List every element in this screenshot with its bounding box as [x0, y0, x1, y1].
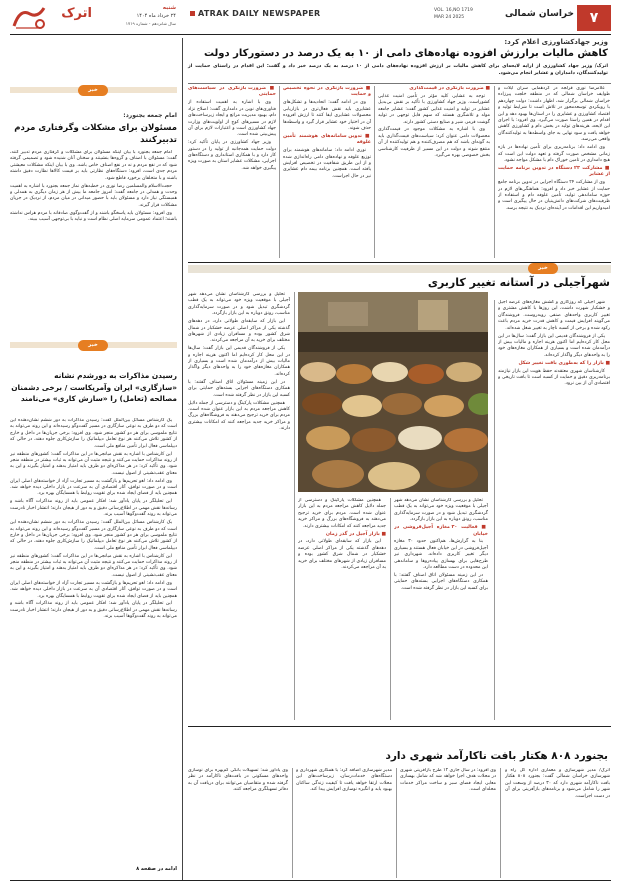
bottom-column-divider-1	[500, 768, 501, 878]
analysis-para-6: این کارشناس با اشاره به نقش میانجی‌ها در این مذاکرات گفت: کشورهای منطقه نیز از روند مذاکرات حمایت می‌کنند و نتیجه مثبت آن می‌تواند به ثبات بیشتر در منطقه منجر شود. وی تأکید کرد: در هر مذاکره‌ای دو طرف باید امتیاز بدهند و امتیاز بگیرند و این به معنای عقب‌نشینی از اصول نیست.	[10, 553, 177, 578]
lead-col1-subhead: ■ مشارکت ۲۴ دستگاه در تدوین برنامه حمایت از عشایر	[498, 166, 610, 179]
editorial-para: امام جمعه بجنورد با بیان اینکه مسئولان برای مشکلات و گرفتاری مردم تدبیر کنند، گفت: مسئولان با اصناف و گروه‌ها بنشینند و سخنان آنان شنیده شود و تصمیمی گرفته شود که در نفع مردم و نه در نفع اصناف خاص باشد. وی با بیان اینکه مشکلات معیشتی مردم جدی است، افزود: دستگاه‌های نظارتی باید بر قیمت کالاها نظارت دقیق داشته باشند و با متخلفان برخورد قاطع شود.	[10, 150, 177, 181]
analysis-para-5: یک کارشناس مسائل بین‌الملل گفت: رسیدن مذاکرات به دور ششم نشان‌دهنده این است که دو طرف به نوعی سازگاری در مسیر گفت‌وگو رسیده‌اند و این روند می‌تواند به نتایج ملموسی برای هر دو کشور منجر شود. وی افزود: برخی جریان‌ها در داخل و خارج از کشور تلاش می‌کنند هر نوع تعامل دیپلماتیک را سازش‌کاری جلوه دهند، در حالی که دیپلماسی فعال ابزار تأمین منافع ملی است.	[10, 520, 177, 551]
lead-column-divider-2	[374, 86, 375, 258]
sidebar-badge-1: خبر	[78, 85, 108, 96]
lead-col1-para: علامرضا نوری قزلجه در گردهمایی سران ایلات و طوایف خراسان شمالی که در منطقه خلجت پیرزاده خراسان شمالی برگزار شد، اظهار داشت: دولت چهاردهم با رویکردی توسعه‌محور در تلاش است تا شرایط تولید و اقتصاد کشاورزی و عشایری را در استان‌ها بهبود دهد و این اقدام در همین راستا صورت می‌گیرد. وی افزود: با اجرای این لایحه، هزینه‌های تولید در بخش دام و کشاورزی کاهش خواهد یافت و سود نهایی به جای واسطه‌ها به تولیدکنندگان واقعی می‌رسد.	[498, 86, 610, 143]
analysis-para-3: وی ادامه داد: لغو تحریم‌ها و بازگشت به مسیر تجارت آزاد از خواسته‌های اصلی ایران است و در صورت توافق، آثار اقتصادی آن به سرعت در بازار داخلی دیده خواهد شد. همچنین باید از فضای ایجاد شده برای تقویت روابط با همسایگان بهره برد.	[10, 478, 177, 497]
analysis-para-8: این تحلیلگر در پایان یادآور شد: افکار عمومی باید از روند مذاکرات آگاه باشد و رسانه‌ها نقش مهمی در اطلاع‌رسانی دقیق و به دور از هیجان دارند؛ انتشار اخبار نادرست می‌تواند به روند گفت‌وگوها آسیب بزند.	[10, 601, 177, 620]
feature-photo-nuts-shop	[298, 292, 488, 492]
feature-col4-para: تحلیل و بررسی کارشناسان نشان می‌دهد شهر آجیلی با موقعیت ویژه خود می‌تواند به یک قطب گردشگری تبدیل شود و در صورت سرمایه‌گذاری مناسب، رونق دوباره به این بازار بازگردد.	[188, 292, 290, 317]
page-bottom-rule	[10, 880, 611, 881]
analysis-para-4: این تحلیلگر در پایان یادآور شد: افکار عمومی باید از روند مذاکرات آگاه باشد و رسانه‌ها نقش مهمی در اطلاع‌رسانی دقیق و به دور از هیجان دارند؛ انتشار اخبار نادرست می‌تواند به روند گفت‌وگوها آسیب بزند.	[10, 499, 177, 518]
lead-col3-para: وی در ادامه گفت: اتحادیه‌ها و تشکل‌های عشایری باید نقش فعال‌تری در بازاریابی محصولات عشایری ایفا کنند تا ارزش افزوده آن در اختیار خود عشایر قرار گیرد و واسطه‌ها حذف شوند.	[283, 100, 371, 131]
daily-name-square-icon	[190, 11, 195, 16]
feature-column-4	[188, 292, 290, 720]
lead-col4-subhead: ■ ضرورت بازنگری در سیاست‌های حمایتی	[188, 86, 276, 99]
logo-mark-icon	[10, 4, 48, 32]
section-name: خراسان شمالی	[505, 9, 574, 19]
editorial-para-3: وی افزود: مسئولان باید پاسخگو باشند و از گفت‌وگوی صادقانه با مردم هراس نداشته باشند؛ اعتماد عمومی سرمایه اصلی نظام است و نباید با بی‌توجهی آسیب ببیند.	[10, 210, 177, 223]
lead-col2-para-2: وی با اشاره به مشکلات موجود در قیمت‌گذاری محصولات دامی عنوان کرد: سیاست‌های قیمت‌گذاری باید به گونه‌ای باشد که هم مصرف‌کننده و هم تولیدکننده از آن منتفع شوند و دولت در این مسیر از ظرفیت کارشناسی بخش خصوصی بهره می‌گیرد.	[378, 127, 490, 159]
feature-headline: شهرآجیلی در آستانه تغییر کاربری	[427, 276, 610, 289]
feature-col4-para-4: در این زمینه مسئولان اتاق اصناف گفتند: با همکاری دستگاه‌های اجرایی بسته‌های حمایتی برای کسبه این بازار در نظر گرفته شده است.	[188, 379, 290, 398]
bottom-column-divider-2	[396, 768, 397, 878]
feature-column-divider-3	[294, 292, 295, 720]
vol-line: VOL. 16,NO 1719	[434, 8, 473, 13]
feature-col4-para-5: همچنین مشکلات پارکینگ و دسترسی از جمله دلایل کاهش مراجعه مردم به این بازار عنوان شده است. مردم برای خرید ترجیح می‌دهند به فروشگاه‌های بزرگ و مراکز خرید جدید مراجعه کنند که امکانات بیشتری دارند.	[188, 400, 290, 432]
feature-badge: خبر	[528, 263, 558, 274]
feature-col3-subhead: ■ بازار آجیل در گذر زمان	[298, 532, 386, 538]
lead-headline: کاهش مالیات برارزش افزوده نهاده‌های دامی از ۱۰ به یک درصد در دستورکار دولت	[203, 48, 608, 59]
lead-column-divider-3	[279, 86, 280, 258]
lead-col2-para: توجه به عشایر، کلید مؤثر در تأمین امنیت غذایی کشوراست. وزیر جهاد کشاورزی با تأکید بر نقش بی‌بدیل عشایر در تولید و امنیت غذایی کشور گفت: عشایر جامعه مولد و تلاشگری هستند که سهم قابل توجهی در تولید گوشت قرمز، شیر و صنایع دستی کشور دارند.	[378, 93, 490, 125]
feature-col3-para-2: این بازار که سابقه‌ای طولانی دارد، در دهه‌های گذشته یکی از مراکز اصلی عرضه خشکبار در شمال شرق کشور بوده و مسافران زیادی از شهرهای مختلف برای خرید به آن مراجعه می‌کردند.	[298, 539, 386, 571]
feature-col3-para: همچنین مشکلات پارکینگ و دسترسی از جمله دلایل کاهش مراجعه مردم به این بازار عنوان شده است. مردم برای خرید ترجیح می‌دهند به فروشگاه‌های بزرگ و مراکز خرید جدید مراجعه کنند که امکانات بیشتری دارند.	[298, 498, 386, 529]
analysis-headline: رسیدن مذاکرات به دورشدم نشانه «سازگاری» ایران وآمریکاست / برخی دشمنان مصالحه (تعامل) را «سازش کاری» می‌نامند	[11, 371, 177, 403]
lead-summary-rule	[188, 83, 611, 84]
bottom-column-1: اترک/ مدیر شهرسازی و معماری اداره کل راه و شهرسازی خراسان شمالی گفت: بجنورد ۸۰۸ هکتار بافت ناکارآمد شهری دارد که ۳۰ درصد از وسعت این شهر را شامل می‌شود و برنامه‌های بازآفرینی برای آن در دست اجراست.	[505, 768, 610, 799]
analysis-para: یک کارشناس مسائل بین‌الملل گفت: رسیدن مذاکرات به دور ششم نشان‌دهنده این است که دو طرف به نوعی سازگاری در مسیر گفت‌وگو رسیده‌اند و این روند می‌تواند به نتایج ملموسی برای هر دو کشور منجر شود. وی افزود: برخی جریان‌ها در داخل و خارج از کشور تلاش می‌کنند هر نوع تعامل دیپلماتیک را سازش‌کاری جلوه دهند، در حالی که دیپلماسی فعال ابزار تأمین منافع ملی است.	[10, 418, 177, 449]
editorial-body	[10, 150, 177, 320]
sidebar-divider	[182, 38, 183, 880]
lead-col3-subhead: ■ ضرورت بازنگری در نحوه تخصیص و حمایت	[283, 86, 371, 99]
lead-column-3	[283, 86, 371, 258]
feature-col1-subhead: ■ بازار را که به‌طوری بافت تغییر شکل	[498, 361, 610, 367]
sidebar-badge-2: خبر	[78, 340, 108, 351]
analysis-para-7: وی ادامه داد: لغو تحریم‌ها و بازگشت به مسیر تجارت آزاد از خواسته‌های اصلی ایران است و در صورت توافق، آثار اقتصادی آن به سرعت در بازار داخلی دیده خواهد شد. همچنین باید از فضای ایجاد شده برای تقویت روابط با همسایگان بهره برد.	[10, 580, 177, 599]
bottom-column-divider-3	[292, 768, 293, 878]
continued-note[interactable]: ادامه در صفحه ۸	[136, 866, 177, 872]
lead-col1-para-2: وی ادامه داد: برنامه‌ریزی برای تأمین نهاده‌ها در بازه زمانی مشخص صورت گرفته و تعهد دولت این است که هیچ دامداری در تامین خوراک دام با مشکل مواجه نشود.	[498, 145, 610, 163]
lead-summary: اترک/ وزیر جهاد کشاورزی از ارایه لایحه‌ای برای کاهش مالیات بر ارزش افزوده نهاده‌های دامی از ۱۰ درصد به یک درصد خبر داد و گفت: این اقدام در راستای حمایت از تولیدکنندگان، دامداران و عشایر انجام می‌شود.	[188, 64, 608, 76]
feature-col1-para-2: یکی از فروشندگان قدیمی این بازار گفت: سال‌ها در این محل کار کرده‌ایم اما اکنون هزینه اجاره و مالیات بیش از درآمدمان شده است و بسیاری از همکاران مغازه‌های خود را به واحدهای دیگر واگذار کرده‌اند.	[498, 333, 610, 358]
date-line: MAR 24 2025	[434, 15, 465, 20]
issue-number: سال شانزدهم - شماره ۱۷۱۹	[125, 21, 176, 26]
feature-col4-para-2: این بازار که سابقه‌ای طولانی دارد، در دهه‌های گذشته یکی از مراکز اصلی عرضه خشکبار در شمال شرق کشور بوده و مسافران زیادی از شهرهای مختلف برای خرید به آن مراجعه می‌کردند.	[188, 319, 290, 344]
lead-kicker: وزیر جهادکشاورزی اعلام کرد:	[504, 38, 608, 46]
lead-col1-para-3: وی از مشارکت ۲۴ دستگاه اجرایی در تدوین برنامه جامع حمایت از عشایر خبر داد و افزود: هماهنگی‌های لازم در حوزه ساماندهی تولید، تأمین علوفه دام و استفاده از ظرفیت‌های شرکت‌های دانش‌بنیان در حال پیگیری است و امیدواریم این اقدامات در آینده‌ای نزدیک به نتیجه برسد.	[498, 180, 610, 211]
analysis-para-2: این کارشناس با اشاره به نقش میانجی‌ها در این مذاکرات گفت: کشورهای منطقه نیز از روند مذاکرات حمایت می‌کنند و نتیجه مثبت آن می‌تواند به ثبات بیشتر در منطقه منجر شود. وی تأکید کرد: در هر مذاکره‌ای دو طرف باید امتیاز بدهند و امتیاز بگیرند و این به معنای عقب‌نشینی از اصول نیست.	[10, 451, 177, 476]
lead-col4-para: وی با اشاره به اهمیت استفاده از فناوری‌های نوین در دامداری گفت: اصلاح نژاد دام، بهبود مدیریت مراتع و ایجاد زیرساخت‌های لازم در مسیرهای کوچ از اولویت‌های وزارت جهاد کشاورزی است و اعتبارات لازم برای آن پیش‌بینی شده است.	[188, 100, 276, 138]
editorial-kicker: امام جمعه بجنورد:	[123, 112, 177, 119]
feature-col2-para-2: بنا به گزارش‌ها، هم‌اکنون حدود ۳۰ مغازه آجیل‌فروشی در این خیابان فعال هستند و بسیاری دیگر تغییر کاربری داده‌اند. شهرداری نیز طرح‌هایی برای بهسازی پیاده‌روها و ساماندهی این محدوده در دست مطالعه دارد.	[394, 539, 488, 571]
feature-col1-para: شهر آجیلی که روزگاری و کشش مغازه‌های عرضه آجیل و خشکبار شهرت داشت، این روزها با کاهش مشتری و تغییر کاربری واحدهای صنفی روبه‌روست. فروشندگان می‌گویند افزایش قیمت و کاهش قدرت خرید مردم باعث رکود شده و برخی از کسبه ناچار به تغییر شغل شده‌اند.	[498, 300, 610, 331]
feature-col1-para-3: کارشناسان شهری معتقدند حفظ هویت این بازار نیازمند برنامه‌ریزی دقیق و حمایت از کسبه است تا بافت تاریخی و اقتصادی آن از بین نرود.	[498, 368, 610, 387]
feature-column-2	[394, 498, 488, 720]
lead-column-divider-1	[494, 86, 495, 258]
feature-column-divider-2	[390, 498, 391, 720]
feature-column-3	[298, 498, 386, 720]
issue-day: شنبه	[162, 5, 176, 11]
editorial-headline: مسئولان برای مشکلات وگرفتاری مردم تدبیرکنند	[14, 123, 177, 145]
feature-col2-subhead: ■ فعالیت ۳۰ مغازه آجیل‌فروشی در خیابان	[394, 525, 488, 538]
lead-col4-para-2: وزیر جهاد کشاورزی در پایان تأکید کرد: دولت حمایت همه‌جانبه از تولید را در دستور کار دارد و با همکاری استانداری و دستگاه‌های اجرایی، مشکلات عشایر استان به صورت ویژه پیگیری خواهد شد.	[188, 140, 276, 171]
feature-column-divider-1	[494, 300, 495, 720]
editorial-para-2: حجت‌الاسلام والمسلمین رضا نوری در خطبه‌های نماز جمعه بجنورد با اشاره به اهمیت وحدت و همدلی در جامعه گفت: امروز جامعه ما بیش از هر زمان دیگری به همدلی و همبستگی نیاز دارد و مسئولان باید با حضور میدانی در میان مردم، از نزدیک در جریان مشکلات قرار گیرند.	[10, 183, 177, 208]
bottom-headline: بجنورد ۸۰۸ هکتار بافت ناکارآمد شهری دارد	[385, 750, 608, 762]
lead-col3-subhead-2: ■ تدوین سامانه‌های هوشمند تأمین علوفه	[283, 134, 371, 147]
lead-column-4	[188, 86, 276, 258]
logo-text: اترک	[61, 6, 92, 21]
bottom-story-rule	[188, 726, 611, 727]
lead-column-2	[378, 86, 490, 258]
analysis-body	[10, 418, 177, 858]
feature-col4-para-3: یکی از فروشندگان قدیمی این بازار گفت: سال‌ها در این محل کار کرده‌ایم اما اکنون هزینه اجاره و مالیات بیش از درآمدمان شده است و بسیاری از همکاران مغازه‌های خود را به واحدهای دیگر واگذار کرده‌اند.	[188, 346, 290, 377]
feature-col2-para: تحلیل و بررسی کارشناسان نشان می‌دهد شهر آجیلی با موقعیت ویژه خود می‌تواند به یک قطب گردشگری تبدیل شود و در صورت سرمایه‌گذاری مناسب، رونق دوباره به این بازار بازگردد.	[394, 498, 488, 523]
page-number: ۷	[589, 10, 599, 26]
daily-name: ATRAK DAILY NEWSPAPER	[198, 9, 321, 18]
lead-col3-para-2: نوری ادامه داد: سامانه‌های هوشمند برای توزیع علوفه و نهاده‌های دامی راه‌اندازی شده و از این طریق شفافیت در تخصیص افزایش یافته است. همچنین برنامه بیمه دام عشایری نیز در حال اجراست.	[283, 148, 371, 179]
feature-col2-para-3: در این زمینه مسئولان اتاق اصناف گفتند: با همکاری دستگاه‌های اجرایی بسته‌های حمایتی برای کسبه این بازار در نظر گرفته شده است.	[394, 572, 488, 591]
newspaper-logo	[10, 4, 48, 32]
bottom-column-2: وی افزود: در سال جاری ۱۲ طرح بازآفرینی شهری در محلات هدف اجرا خواهد شد که شامل بهسازی معابر، ایجاد فضای سبز و ساخت مراکز خدمات محله‌ای است.	[400, 768, 496, 793]
nut-shop-photo-icon	[298, 292, 488, 492]
masthead-rule	[10, 34, 611, 35]
page-number-box	[577, 5, 611, 31]
bottom-column-3: مدیر شهرسازی اضافه کرد: با همکاری شهرداری و دستگاه‌های خدمات‌رسان، زیرساخت‌های این محلات ارتقا خواهد یافت تا کیفیت زندگی ساکنان بهبود یابد و انگیزه نوسازی افزایش پیدا کند.	[296, 768, 392, 793]
feature-column-1	[498, 300, 610, 720]
lead-col2-subhead-top: ■ ضرورت بازنگری در قیمت‌گذاری	[378, 86, 490, 92]
issue-date: ۲۴ خرداد ماه ۱۴۰۴	[136, 13, 176, 19]
bottom-column-4: وی یادآور شد: تسهیلات بانکی کم‌بهره برای نوسازی واحدهای مسکونی در بافت‌های ناکارآمد در نظر گرفته شده و متقاضیان می‌توانند برای دریافت آن به دفاتر تسهیلگری مراجعه کنند.	[188, 768, 288, 793]
